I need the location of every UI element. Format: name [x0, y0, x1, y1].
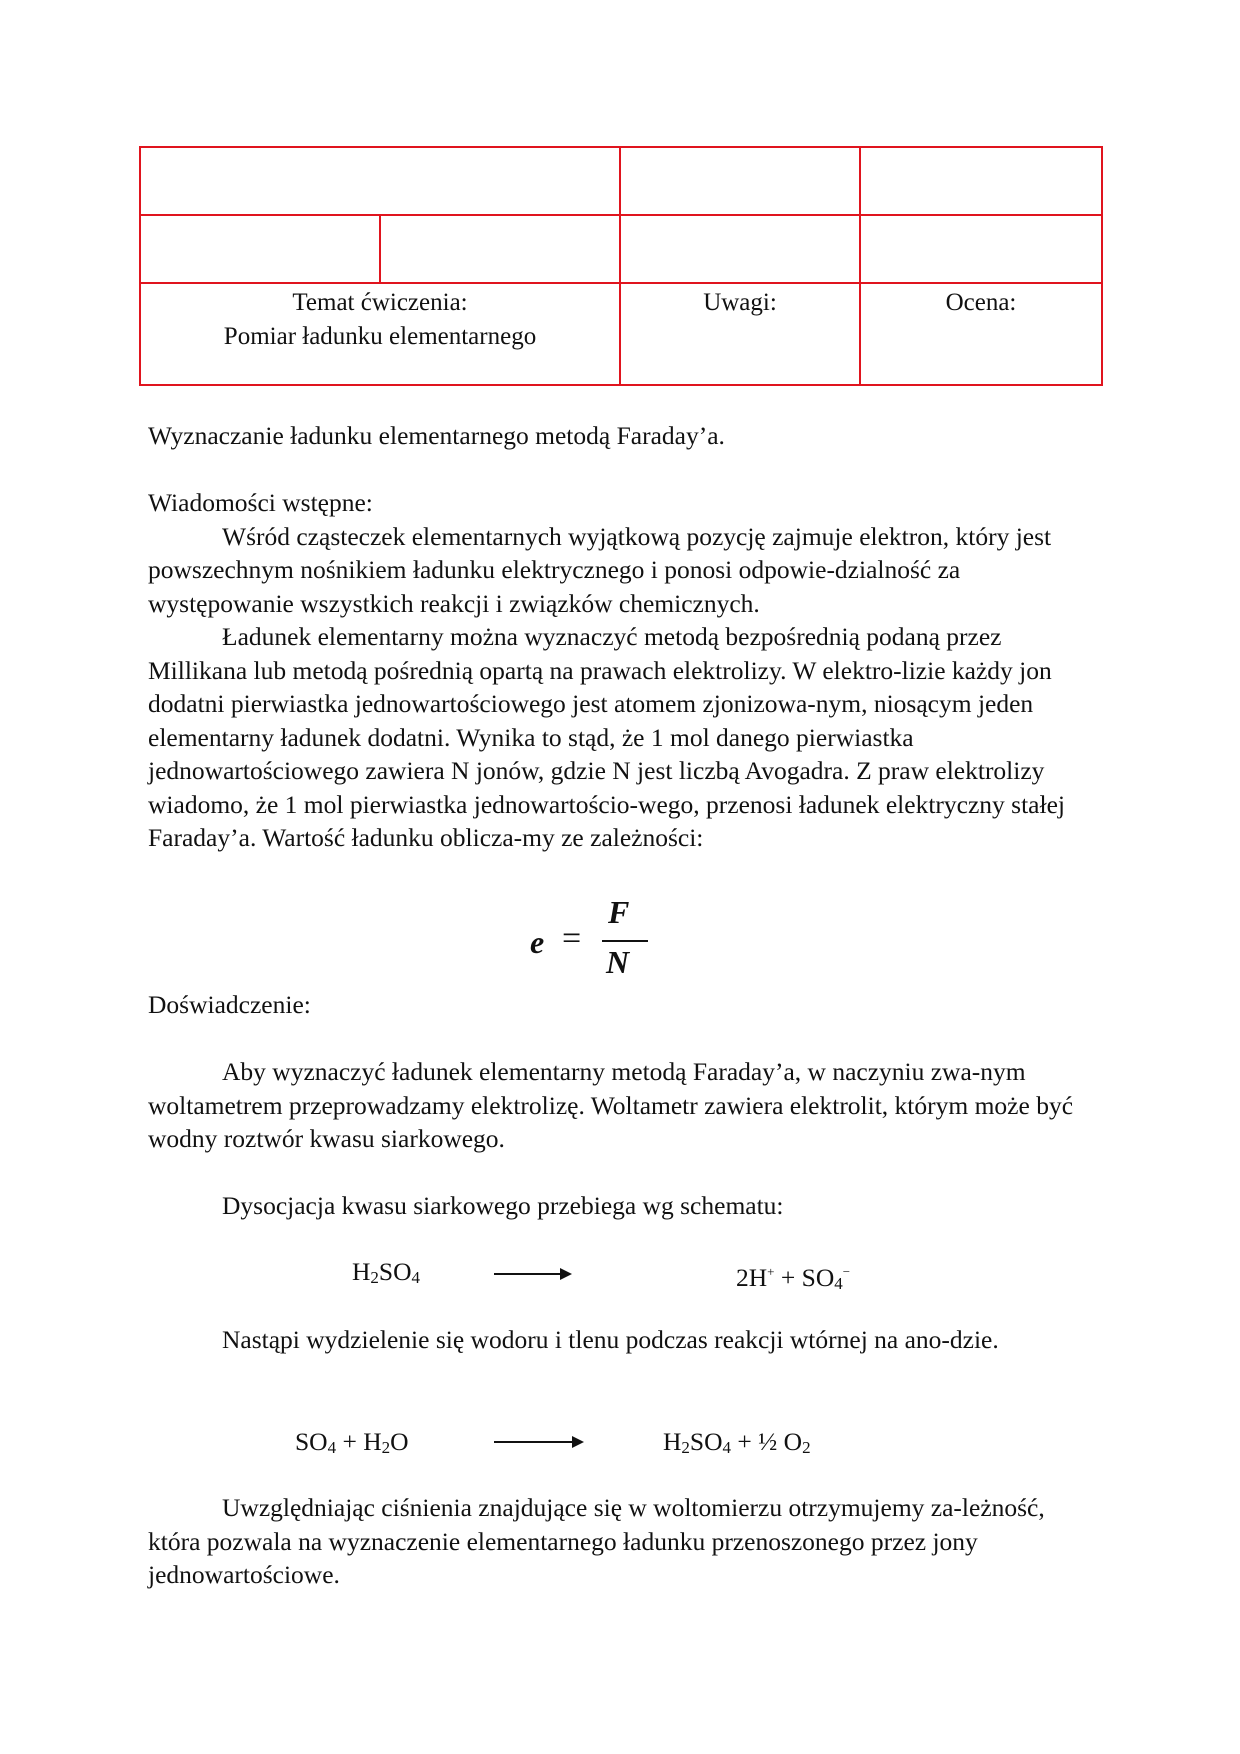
dissociation-paragraph	[148, 1189, 1098, 1223]
grade-label: Ocena:	[945, 289, 1017, 316]
reaction2-arrow-icon	[494, 1441, 582, 1443]
header-cell-blank-6	[860, 215, 1102, 283]
reaction1-arrow-icon	[494, 1273, 570, 1275]
remarks-label: Uwagi:	[703, 289, 777, 316]
remarks-cell	[620, 283, 860, 385]
release-text: Nastąpi wydzielenie się wodoru i tlenu podczas reakcji wtórnej na ano-dzie.	[222, 1325, 999, 1354]
experiment-paragraph-1: Aby wyznaczyć ładunek elementarny metodą Faraday’a, w naczyniu zwa-nym woltametrem przeprowadzamy elektrolizę. Woltametr zawiera elektrolit, którym może być wodny roztwór kwasu siarkowego.	[148, 1057, 1074, 1153]
intro-title: Wyznaczanie ładunku elementarnego metodą Faraday’a.	[148, 421, 725, 450]
formula-equals: =	[562, 920, 582, 957]
prelim-heading: Wiadomości wstępne:	[148, 488, 373, 517]
charge-formula	[530, 896, 660, 986]
formula-lhs: e	[530, 924, 545, 960]
final-text: Uwzględniając ciśnienia znajdujące się w woltomierzu otrzymujemy za-leżność, która pozwala na wyznaczenie elementarnego ładunku przenoszonego przez jony jednowartościowe.	[148, 1493, 1045, 1589]
header-cell-blank-5	[620, 215, 860, 283]
header-cell-blank-3	[140, 215, 380, 283]
header-cell-name	[140, 147, 620, 215]
reaction2-left: $SO_4 + H_2O$	[295, 1427, 409, 1457]
reaction1-right: $2H^+ + SO_4^-$	[736, 1263, 851, 1293]
prelim-paragraph-1: Wśród cząsteczek elementarnych wyjątkową pozycję zajmuje elektron, który jest powszechnym nośnikiem ładunku elektrycznego i ponosi odpowie-dzialność za występowanie wszystkich reakcji i związków chemicznych.	[148, 521, 1052, 618]
topic-value: Pomiar ładunku elementarnego	[223, 323, 537, 350]
fraction-bar	[602, 940, 648, 942]
formula-numerator: F	[608, 894, 630, 930]
experiment-paragraph	[148, 1055, 1098, 1156]
experiment-heading: Doświadczenie:	[148, 990, 311, 1019]
final-paragraph	[148, 1491, 1098, 1592]
topic-cell	[140, 283, 620, 385]
header-cell-blank-1	[620, 147, 860, 215]
formula-denominator: N	[606, 944, 630, 980]
header-cell-blank-4	[380, 215, 620, 283]
header-cell-blank-2	[860, 147, 1102, 215]
reaction1-left: $H_2SO_4$	[352, 1257, 421, 1287]
topic-label: Temat ćwiczenia:	[292, 289, 468, 316]
header-table	[139, 146, 1103, 386]
reaction2-right: $H_2SO_4$ + ½ $O_2$	[663, 1427, 811, 1457]
prelim-paragraph-2: Ładunek elementarny można wyznaczyć metodą bezpośrednią podaną przez Millikana lub metodą pośrednią opartą na prawach elektrolizy. W elektro-lizie każdy jon dodatni pierwiastka jednowartościowego jest atomem zjonizowa-nym, niosącym jeden elementarny ładunek dodatni. Wynika to stąd, że 1 mol danego pierwiastka jednowartościowego zawiera N jonów, gdzie N jest liczbą Avogadra. Z praw elektrolizy wiadomo, że 1 mol pierwiastka jednowartościo-wego, przenosi ładunek elektryczny stałej Faraday’a. Wartość ładunku oblicza-my ze zależności:	[148, 622, 1065, 852]
grade-cell	[860, 283, 1102, 385]
dissociation-text: Dysocjacja kwasu siarkowego przebiega wg schematu:	[222, 1191, 784, 1220]
prelim-section	[148, 486, 1098, 855]
release-paragraph	[148, 1323, 1098, 1357]
